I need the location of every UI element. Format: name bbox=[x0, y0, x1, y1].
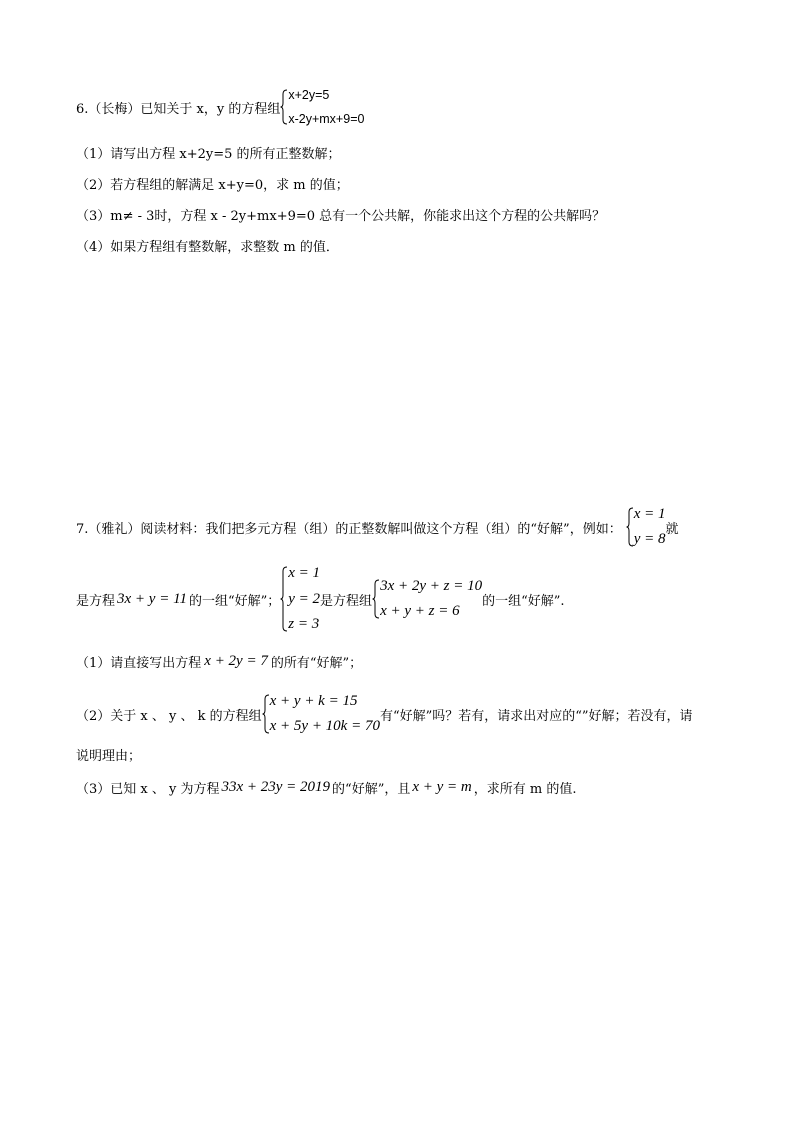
q7-example-eq1: x = 1 bbox=[633, 506, 666, 522]
q7-intro: 7.（雅礼）阅读材料：我们把多元方程（组）的正整数解叫做这个方程（组）的“好解”，例如： bbox=[76, 521, 622, 537]
brace-icon bbox=[262, 694, 270, 734]
brace-icon bbox=[626, 507, 634, 547]
q7-line2-c: 是方程组 bbox=[320, 593, 373, 609]
q6-part3: （3）m≠ - 3时，方程 x - 2y+mx+9=0 总有一个公共解，你能求出这个方程的公共解吗？ bbox=[76, 209, 606, 224]
q6-system bbox=[280, 88, 364, 126]
q7-part1-b: 的所有“好解”； bbox=[270, 655, 363, 671]
q7-triple-system bbox=[280, 565, 320, 633]
q6-system-eq1: x+2y=5 bbox=[288, 88, 330, 102]
q6-intro: 6.（长梅）已知关于 x，y 的方程组 bbox=[76, 101, 281, 117]
q6-part4: （4）如果方程组有整数解，求整数 m 的值． bbox=[76, 240, 339, 255]
q7-part2-eq1: x + y + k = 15 bbox=[269, 693, 358, 709]
q7-example-system bbox=[626, 506, 666, 548]
q7-example-eq2: y = 8 bbox=[633, 531, 666, 547]
q7-part1 bbox=[76, 651, 362, 671]
q7-part2-c: 说明理由； bbox=[76, 749, 142, 764]
q7-part3-equation2: x + y = m bbox=[412, 778, 472, 795]
q7-part2-a: （2）关于 x 、 y 、 k 的方程组 bbox=[76, 708, 262, 724]
q7-line2-a: 是方程 bbox=[76, 593, 116, 609]
q7-part3-c: ，求所有 m 的值. bbox=[473, 781, 577, 797]
q7-part2-system bbox=[262, 693, 380, 735]
q7-part3-equation1: 33x + 23y = 2019 bbox=[221, 778, 331, 795]
q7-three-var-eq2: x + y + z = 6 bbox=[380, 603, 460, 619]
q7-part2 bbox=[76, 693, 693, 735]
q7-three-var-system bbox=[372, 578, 482, 620]
q7-three-var-eq1: 3x + 2y + z = 10 bbox=[380, 578, 483, 594]
q6-header bbox=[76, 88, 364, 126]
brace-icon bbox=[280, 89, 288, 125]
q6-part1: （1）请写出方程 x+2y=5 的所有正整数解； bbox=[76, 147, 341, 162]
q7-part1-a: （1）请直接写出方程 bbox=[76, 655, 202, 671]
q7-triple-eq3: z = 3 bbox=[288, 616, 320, 632]
q7-triple-eq1: x = 1 bbox=[288, 565, 321, 581]
q7-line1-end: 就 bbox=[665, 521, 679, 537]
q6-system-eq2: x-2y+mx+9=0 bbox=[288, 112, 365, 126]
q7-line2 bbox=[76, 564, 565, 634]
q7-line2-b: 的一组“好解”； bbox=[188, 593, 281, 609]
q7-part3-b: 的“好解”，且 bbox=[332, 781, 411, 797]
q7-line2-equation: 3x + y = 11 bbox=[117, 590, 187, 607]
q7-triple-eq2: y = 2 bbox=[288, 590, 321, 607]
q7-line2-d: 的一组“好解”. bbox=[482, 593, 565, 609]
q7-line1 bbox=[76, 506, 679, 548]
q7-part2-eq2: x + 5y + 10k = 70 bbox=[269, 718, 380, 734]
q6-part2: （2）若方程组的解满足 x+y=0，求 m 的值； bbox=[76, 178, 349, 193]
q7-part3-a: （3）已知 x 、 y 为方程 bbox=[76, 781, 220, 797]
q7-part3 bbox=[76, 777, 576, 797]
q7-part2-b: 有“好解”吗？若有，请求出对应的“”好解；若没有，请 bbox=[379, 708, 693, 724]
q7-part1-equation: x + 2y = 7 bbox=[204, 652, 268, 669]
brace-icon bbox=[372, 579, 380, 619]
